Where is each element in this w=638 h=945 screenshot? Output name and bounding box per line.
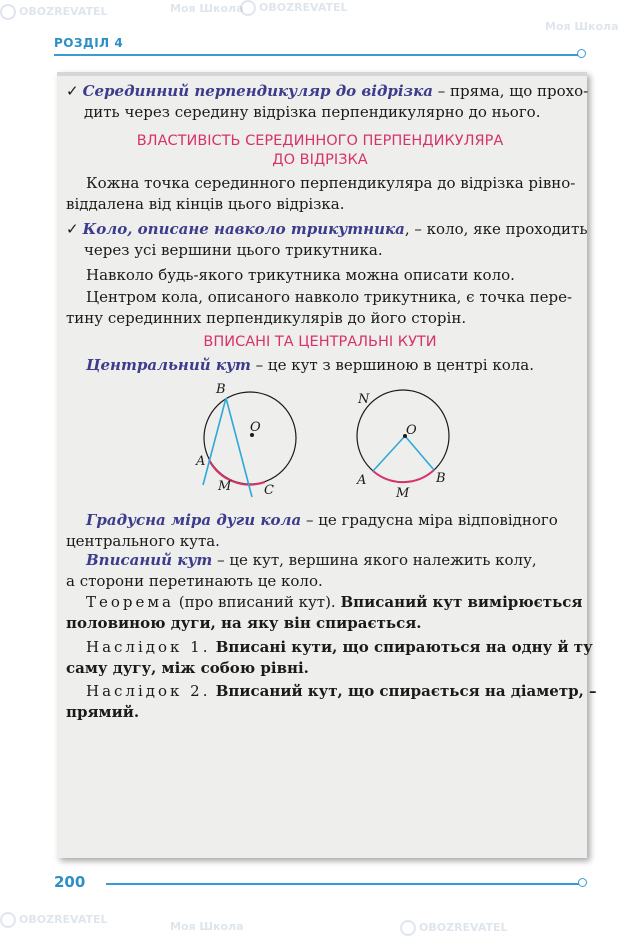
definition-central-angle: Центральний кут – це кут з вершиною в центрі кола. — [86, 356, 535, 374]
point-label-m: M — [218, 479, 232, 494]
point-label-o: O — [250, 420, 261, 435]
paragraph: Центром кола, описаного навколо трикутника, є точка пере- — [86, 288, 573, 306]
corollary-text: саму дугу, між собою рівні. — [66, 659, 309, 677]
watermark: OBOZREVATEL — [0, 4, 108, 20]
watermark: OBOZREVATEL — [0, 912, 108, 928]
definition-circumcircle: ✓ Коло, описане навколо трикутника, – коло, яке проходить — [66, 220, 588, 238]
definition-text: а сторони перетинають це коло. — [66, 572, 323, 590]
property-text: Кожна точка серединного перпендикуляра до відрізка рівно- — [86, 174, 576, 192]
point-label-c: C — [264, 483, 274, 498]
term: Центральний кут — [86, 356, 251, 374]
watermark: Моя Школа — [545, 20, 619, 33]
watermark-logo-icon — [0, 4, 16, 20]
definition-arc-measure: Градусна міра дуги кола – це градусна міра відповідного — [86, 511, 558, 529]
checkmark-icon: ✓ — [66, 220, 79, 238]
header-rule-end-icon — [577, 49, 586, 58]
term: Градусна міра дуги кола — [86, 511, 302, 529]
watermark: Моя Школа — [170, 2, 244, 15]
central-angle-figures — [180, 378, 480, 500]
section-label: РОЗДІЛ 4 — [54, 36, 124, 50]
definition-text: через усі вершини цього трикутника. — [84, 241, 383, 259]
corollary: Наслідок 2. Вписаний кут, що спирається на діаметр, – — [86, 682, 597, 700]
point-label-m: M — [396, 486, 410, 500]
theorem: Теорема (про вписаний кут). Вписаний кут вимірюється — [86, 593, 583, 611]
watermark-logo-icon — [0, 912, 16, 928]
property-text: віддалена від кінців цього відрізка. — [66, 195, 345, 213]
paragraph: тину серединних перпендикулярів до його сторін. — [66, 309, 467, 327]
point-label-o: O — [406, 423, 417, 438]
point-label-a: A — [196, 454, 206, 469]
watermark-logo-icon — [400, 920, 416, 936]
point-label-a: A — [357, 473, 367, 488]
corollary-label: Наслідок 1. — [86, 638, 211, 656]
figure-central — [356, 390, 449, 500]
watermark-logo-icon — [240, 0, 256, 16]
checkmark-icon: ✓ — [66, 82, 79, 100]
point-label-b: B — [436, 471, 446, 486]
paragraph: Навколо будь-якого трикутника можна описати коло. — [86, 266, 515, 284]
section-heading: ВПИСАНІ ТА ЦЕНТРАЛЬНІ КУТИ — [203, 334, 437, 350]
term: Коло, описане навколо трикутника — [82, 220, 405, 238]
theorem-text: половиною дуги, на яку він спирається. — [66, 614, 422, 632]
footer-rule — [106, 883, 580, 885]
header-rule — [54, 54, 578, 56]
term: Вписаний кут — [86, 551, 213, 569]
corollary-text: прямий. — [66, 703, 140, 721]
theorem-label: Теорема — [86, 593, 175, 611]
footer-rule-end-icon — [578, 878, 587, 887]
section-heading: ВЛАСТИВІСТЬ СЕРЕДИННОГО ПЕРПЕНДИКУЛЯРА ДО ВІДРІЗКА — [136, 133, 504, 168]
definition-perpendicular: ✓ Серединний перпендикуляр до відрізка – пряма, що прохо- — [66, 82, 589, 100]
corollary: Наслідок 1. Вписані кути, що спираються на одну й ту — [86, 638, 593, 656]
watermark: OBOZREVATEL — [240, 0, 348, 16]
point-label-b: B — [216, 382, 226, 397]
watermark: Моя Школа — [170, 920, 244, 933]
definition-text: центрального кута. — [66, 532, 220, 550]
page-number: 200 — [54, 873, 86, 891]
figure-inscribed — [195, 382, 296, 498]
corollary-label: Наслідок 2. — [86, 682, 211, 700]
point-label-n: N — [358, 392, 370, 407]
watermark: OBOZREVATEL — [400, 920, 508, 936]
definition-text: дить через середину відрізка перпендикулярно до нього. — [84, 103, 541, 121]
definition-inscribed-angle: Вписаний кут – це кут, вершина якого належить колу, — [86, 551, 537, 569]
term: Серединний перпендикуляр до відрізка — [82, 82, 434, 100]
